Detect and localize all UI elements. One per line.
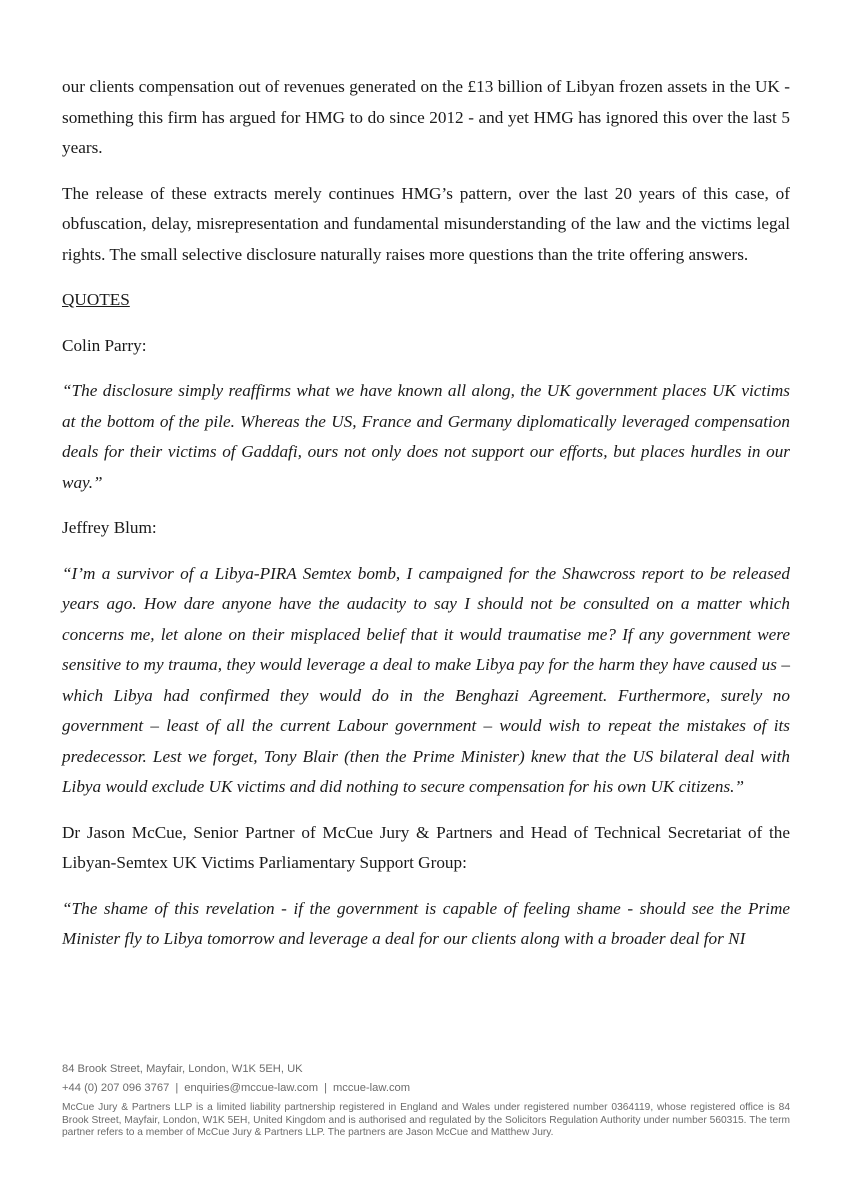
footer-separator: | bbox=[175, 1082, 179, 1094]
paragraph-continuation: our clients compensation out of revenues generated on the £13 billion of Libyan frozen assets in the UK - something this firm has argued for HMG to do since 2012 - and yet HMG has ignored this over the last 5 years. bbox=[62, 77, 790, 157]
speaker-jason-mccue: Dr Jason McCue, Senior Partner of McCue Jury & Partners and Head of Technical Secretariat of the Libyan-Semtex UK Victims Parliamentary Support Group: bbox=[62, 822, 790, 872]
quote-jason-mccue: “The shame of this revelation - if the government is capable of feeling shame - should see the Prime Minister fly to Libya tomorrow and leverage a deal for our clients along with a broader deal for NI bbox=[62, 898, 790, 948]
footer-phone: +44 (0) 207 096 3767 bbox=[62, 1082, 170, 1094]
footer-email-link[interactable]: enquiries@mccue-law.com bbox=[184, 1082, 319, 1094]
footer-separator: | bbox=[324, 1082, 327, 1094]
page-footer bbox=[62, 1060, 790, 1140]
quote-colin-parry: “The disclosure simply reaffirms what we have known all along, the UK government places UK victims at the bottom of the pile. Whereas the US, France and Germany diplomatically leveraged compensation deals for their victims of Gaddafi, ours not only does not support our efforts, but places hurdles in our way.” bbox=[62, 381, 790, 492]
quote-jeffrey-blum: “I’m a survivor of a Libya-PIRA Semtex bomb, I campaigned for the Shawcross report to be released years ago. How dare anyone have the audacity to say I should not be consulted on a matter which concerns me, let alone on their misplaced belief that it would traumatise me? If any government were sensitive to my trauma, they would leverage a deal to make Libya pay for the harm they have caused us – which Libya had confirmed they would do in the Benghazi Agreement. Furthermore, surely no government – least of all the current Labour government – would wish to repeat the mistakes of its predecessor. Lest we forget, Tony Blair (then the Prime Minister) knew that the US bilateral deal with Libya would exclude UK victims and did nothing to secure compensation for his own UK citizens.” bbox=[62, 563, 790, 796]
speaker-colin-parry: Colin Parry: bbox=[62, 335, 147, 355]
speaker-jeffrey-blum: Jeffrey Blum: bbox=[62, 518, 157, 537]
quotes-heading: QUOTES bbox=[62, 290, 130, 309]
footer-legal-notice: McCue Jury & Partners LLP is a limited liability partnership registered in England and Wales under registered number 0364119, whose registered office is 84 Brook Street, Mayfair, London, W1K 5EH, United Kingdom and is authorised and regulated by the Solicitors Regulation Authority under number 560315. The term partner refers to a member of McCue Jury & Partners LLP. The partners are Jason McCue and Matthew Jury. bbox=[62, 1102, 790, 1139]
footer-website-link[interactable]: mccue-law.com bbox=[332, 1082, 411, 1094]
document-body bbox=[62, 72, 790, 955]
footer-contact-line bbox=[62, 1079, 790, 1098]
footer-address: 84 Brook Street, Mayfair, London, W1K 5EH, UK bbox=[62, 1063, 303, 1075]
paragraph-release-extracts: The release of these extracts merely continues HMG’s pattern, over the last 20 years of this case, of obfuscation, delay, misrepresentation and fundamental misunderstanding of the law and the victims legal rights. The small selective disclosure naturally raises more questions than the trite offering answers. bbox=[62, 183, 790, 264]
